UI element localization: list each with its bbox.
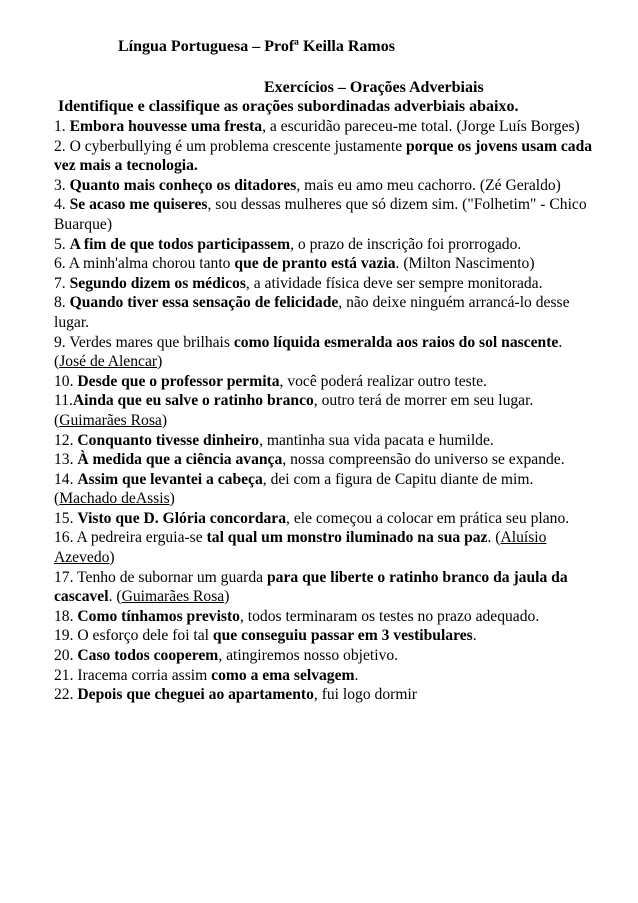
adverbial-clause: Visto que D. Glória concordara xyxy=(77,509,287,527)
adverbial-clause: Quando tiver essa sensação de felicidade xyxy=(69,294,339,312)
exercise-item xyxy=(54,274,594,294)
adverbial-clause: Quanto mais conheço os ditadores xyxy=(69,176,297,194)
exercise-item xyxy=(54,431,594,451)
exercise-item xyxy=(54,235,594,255)
sentence-text: . (Milton Nascimento) xyxy=(395,255,535,273)
adverbial-clause: Como tínhamos previsto xyxy=(77,607,240,625)
exercise-number: 22. xyxy=(54,686,78,704)
author-name: Aluísio Azevedo xyxy=(54,529,547,567)
sentence-text: , todos terminaram os testes no prazo adequado. xyxy=(239,607,540,625)
exercise-number: 12. xyxy=(54,431,78,449)
exercise-item xyxy=(54,509,594,529)
sentence-text: ) xyxy=(109,549,115,567)
exercise-item xyxy=(54,293,594,332)
exercise-item xyxy=(54,391,594,430)
sentence-text: , nossa compreensão do universo se expande. xyxy=(282,451,565,469)
adverbial-clause: Conquanto tivesse dinheiro xyxy=(77,431,260,449)
exercise-number: 1. xyxy=(54,118,70,135)
exercise-item xyxy=(54,666,594,686)
adverbial-clause: À medida que a ciência avança xyxy=(77,451,283,469)
sentence-text: . xyxy=(354,666,359,684)
sentence-text: , mantinha sua vida pacata e humilde. xyxy=(259,431,494,449)
exercise-number: 19. xyxy=(54,627,78,645)
sentence-text: , outro terá de morrer em seu lugar. ( xyxy=(54,392,534,429)
sentence-text: O esforço dele foi tal xyxy=(77,627,213,645)
exercise-item xyxy=(54,646,594,666)
exercise-item xyxy=(54,254,594,274)
sentence-text: , a escuridão pareceu-me total. (Jorge Luís Borges) xyxy=(262,118,580,135)
adverbial-clause: tal qual um monstro iluminado na sua paz xyxy=(206,529,488,547)
author-name: José de Alencar xyxy=(59,353,158,371)
exercise-item xyxy=(54,450,594,470)
sentence-text: . ( xyxy=(108,588,122,606)
exercise-item xyxy=(54,626,594,646)
exercise-item xyxy=(54,607,594,627)
exercise-number: 8. xyxy=(54,294,70,312)
sentence-text: , o prazo de inscrição foi prorrogado. xyxy=(290,235,522,253)
adverbial-clause: Caso todos cooperem xyxy=(77,647,219,665)
exercise-number: 7. xyxy=(54,274,70,292)
sentence-text: Tenho de subornar um guarda xyxy=(77,568,267,586)
exercise-number: 20. xyxy=(54,647,78,665)
exercise-number: 16. xyxy=(54,529,77,547)
exercise-item xyxy=(54,117,594,137)
sentence-text: Iracema corria assim xyxy=(77,666,212,684)
exercise-item xyxy=(54,528,594,567)
author-name: Guimarães Rosa xyxy=(59,411,162,429)
exercise-number: 21. xyxy=(54,666,78,684)
sentence-text: , atingiremos nosso objetivo. xyxy=(218,647,399,665)
adverbial-clause: para que liberte o ratinho branco da jaula da cascavel xyxy=(54,568,568,606)
sentence-text: ) xyxy=(157,353,163,371)
adverbial-clause: porque os jovens usam cada vez mais a tecnologia. xyxy=(54,137,593,175)
adverbial-clause: que conseguiu passar em 3 vestibulares xyxy=(212,627,473,645)
sentence-text: . ( xyxy=(54,333,563,371)
adverbial-clause: Assim que levantei a cabeça xyxy=(77,470,263,488)
adverbial-clause: Desde que o professor permita xyxy=(77,372,280,390)
sentence-text: ) xyxy=(169,490,175,508)
sentence-text: , mais eu amo meu cachorro. (Zé Geraldo) xyxy=(296,176,561,194)
sentence-text: , sou dessas mulheres que só dizem sim. ("Folhetim" - Chico Buarque) xyxy=(54,196,587,233)
exercise-item xyxy=(54,176,594,196)
adverbial-clause: Embora houvesse uma fresta xyxy=(69,118,263,135)
sentence-text: , dei com a figura de Capitu diante de mim. ( xyxy=(54,470,534,508)
exercise-number: 5. xyxy=(54,235,70,253)
sentence-text: , fui logo dormir xyxy=(313,686,417,704)
page-subtitle: Exercícios – Orações Adverbiais xyxy=(264,79,484,96)
exercise-number: 13. xyxy=(54,451,78,469)
sentence-text: A pedreira erguia-se xyxy=(76,529,207,547)
sentence-text: . ( xyxy=(487,529,501,547)
exercise-number: 15. xyxy=(54,509,78,527)
adverbial-clause: Ainda que eu salve o ratinho branco xyxy=(72,392,314,410)
adverbial-clause: que de pranto está vazia xyxy=(234,255,396,273)
exercise-number: 3. xyxy=(54,176,70,194)
exercise-item xyxy=(54,470,594,509)
adverbial-clause: Segundo dizem os médicos xyxy=(69,274,246,292)
exercise-number: 2. xyxy=(54,137,70,155)
sentence-text: . xyxy=(472,627,477,645)
exercise-list xyxy=(54,117,594,705)
exercise-item xyxy=(54,568,594,607)
adverbial-clause: como a ema selvagem xyxy=(211,666,355,684)
sentence-text: ) xyxy=(224,588,230,606)
adverbial-clause: Depois que cheguei ao apartamento xyxy=(77,686,314,704)
exercise-number: 9. xyxy=(54,333,70,351)
exercise-item xyxy=(54,195,594,234)
page-title: Língua Portuguesa – Profª Keilla Ramos xyxy=(118,38,395,55)
adverbial-clause: Se acaso me quiseres xyxy=(69,196,208,214)
exercise-item xyxy=(54,372,594,392)
sentence-text: , você poderá realizar outro teste. xyxy=(279,372,487,390)
author-name: Guimarães Rosa xyxy=(121,588,225,606)
exercise-number: 14. xyxy=(54,470,78,488)
sentence-text: , a atividade física deve ser sempre monitorada. xyxy=(245,274,543,292)
exercise-number: 6. xyxy=(54,255,69,273)
instruction: Identifique e classifique as orações subordinadas adverbiais abaixo. xyxy=(58,98,519,115)
exercise-number: 4. xyxy=(54,196,70,214)
exercise-number: 18. xyxy=(54,607,78,625)
exercise-number: 11. xyxy=(54,392,73,410)
sentence-text: Verdes mares que brilhais xyxy=(69,333,234,351)
sentence-text: O cyberbullying é um problema crescente justamente xyxy=(69,137,407,155)
exercise-number: 10. xyxy=(54,372,78,390)
author-name: Machado deAssis xyxy=(59,490,170,508)
exercise-item xyxy=(54,137,594,176)
sentence-text: , não deixe ninguém arrancá-lo desse lugar. xyxy=(54,294,570,331)
exercise-item xyxy=(54,685,594,705)
sentence-text: ) xyxy=(161,411,168,429)
adverbial-clause: como líquida esmeralda aos raios do sol nascente xyxy=(233,333,559,351)
sentence-text: , ele começou a colocar em prática seu plano. xyxy=(286,509,570,527)
exercise-number: 17. xyxy=(54,568,78,586)
exercise-item xyxy=(54,333,594,372)
sentence-text: A minh'alma chorou tanto xyxy=(68,255,235,273)
adverbial-clause: A fim de que todos participassem xyxy=(69,235,291,253)
